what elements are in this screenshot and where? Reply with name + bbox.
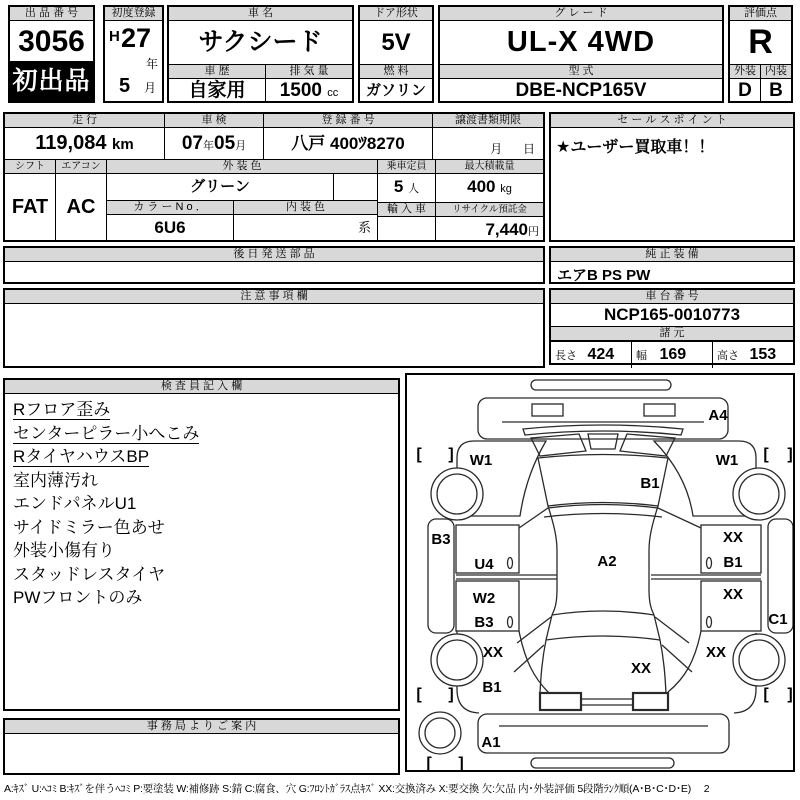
shift-label: シフト [5,160,55,174]
car-name-value: サクシード [198,28,323,56]
damage-label-left-rear-quarter: W1 [469,452,493,469]
front-bumper-shape [478,714,729,753]
exterior-color-label: 外 装 色 [107,160,377,174]
inspector-note-line: センターピラー小へこみ [13,423,200,443]
interior-grade-label: 内装 [760,65,791,78]
first-registration-label: 初度登録 [105,7,162,21]
caution-box [3,288,545,368]
history-value: 自家用 [188,80,246,101]
history-label: 車 歴 [169,65,265,79]
shift-value: FAT [11,196,49,218]
inspector-note-line: PWフロントのみ [13,588,143,607]
damage-label-left-sill: B3 [431,531,451,548]
model-code-label: 型 式 [440,65,722,79]
color-no-label: カ ラ ー N o ． [107,201,233,214]
inspector-notes-list [5,394,398,614]
door-shape-value: 5V [381,29,411,56]
svg-text:]: ] [787,686,793,703]
car-top-view-drawing [407,375,793,770]
import-car-label: 輸 入 車 [378,202,435,216]
import-car-value [378,216,435,241]
door-shape-label: ドア形状 [360,7,432,21]
max-load-value: 400 kg [467,177,512,196]
later-shipped-parts-box [3,246,545,284]
recycle-deposit-label: リサイクル預託金 [436,202,543,216]
damage-label-windshield: XX [630,660,652,677]
svg-text:[: [ [416,686,422,703]
dimension-length: 長さ 424 [555,346,615,363]
grade-label: グ レ ー ド [440,7,722,21]
damage-label-right-rear-door-a: XX [722,529,744,546]
grade-value: UL-X 4WD [506,26,656,58]
office-info-label: 事 務 局 よ り ご 案 内 [5,720,398,734]
displacement-unit: cc [327,87,339,99]
svg-text:]: ] [448,446,454,463]
first-registration-box [103,5,164,103]
right-front-door-handle [707,617,712,628]
damage-label-left-front-fender-a: XX [482,644,504,661]
rear-bumper-shape [478,398,728,439]
interior-color-label: 内 装 色 [233,201,377,214]
headlight-right [633,693,668,710]
capacity-label: 乗車定員 [378,160,435,174]
later-shipped-parts-label: 後 日 発 送 部 品 [5,248,543,262]
car-name-box [167,5,354,103]
lot-number-label: 出 品 番 号 [10,7,93,21]
svg-text:[: [ [763,686,769,703]
inspector-note-line: RタイヤハウスBP [13,447,150,466]
sales-point-value: ★ユーザー買取車！！ [556,139,715,156]
chassis-number-value: NCP165-0010773 [603,305,741,324]
aircon-label: エアコン [56,160,106,174]
legend-text: A:ｷｽﾞ U:ﾍｺﾐ B:ｷｽﾞを伴うﾍｺﾐ P:要塗装 W:補修跡 S:錆 C:腐食、穴 G:ﾌﾛﾝﾄｶﾞﾗｽ点ｷｽﾞ XX:交換済み X:要交換 欠:欠品 内･外装評価 5段階ﾗﾝｸ順(A･B･C･D･E) [4,783,692,795]
score-label: 評価点 [730,7,791,21]
page-number: 2 [703,783,710,795]
inspector-note-line: 室内薄汚れ [13,470,98,490]
left-front-door-handle [508,617,513,628]
inspector-note-line: サイドミラー色あせ [13,517,165,537]
damage-label-rear-window: B1 [640,475,660,492]
damage-label-roof: A2 [597,553,617,570]
shaken-label: 車 検 [165,114,263,128]
model-code-value: DBE-NCP165V [515,80,647,101]
car-damage-diagram [405,373,795,772]
first-reg-era: H [109,28,120,45]
transfer-month-label: 月 [490,142,503,156]
recycle-deposit-unit: 円 [528,226,539,238]
door-shape-box [358,5,434,103]
max-load-label: 最大積載量 [436,160,543,174]
mileage-value: 119,084 km [35,132,134,154]
office-info-box [3,718,400,775]
max-load-unit: kg [500,183,512,195]
first-reg-month: 5 [119,75,131,97]
damage-label-right-front-fender: XX [705,644,727,661]
first-reg-month-unit: 月 [143,81,156,95]
svg-text:]: ] [787,446,793,463]
left-front-fender-shape [519,631,549,693]
interior-color-value: 系 [233,215,377,241]
damage-label-left-front-fender-b: B1 [482,679,502,696]
score-value: R [748,23,773,61]
registration-number-value: 八戸 400ﾂ8270 [291,134,405,153]
front-lower-strip [531,758,674,768]
grade-box [438,5,724,103]
genuine-equipment-box [549,246,795,284]
svg-text:[: [ [426,755,432,770]
aircon-value: AC [66,196,96,218]
exterior-grade-label: 外装 [730,65,760,78]
damage-label-right-front-door: XX [722,586,744,603]
lot-number-value: 3056 [18,25,85,58]
dimensions-label: 諸 元 [551,326,793,341]
damage-label-front-bumper: A1 [481,734,501,751]
damage-label-right-rear-door-b: B1 [723,554,743,571]
first-reg-year-unit: 年 [145,57,158,71]
damage-label-left-front-door-a: W2 [472,590,496,607]
left-rear-door-handle [508,558,513,569]
svg-text:[: [ [416,446,422,463]
genuine-equipment-value: エアB PS PW [557,267,651,284]
capacity-unit: 人 [408,183,420,195]
damage-label-left-rear-door: U4 [474,556,494,573]
shaken-value: 07年05月 [181,133,247,154]
car-name-label: 車 名 [169,7,352,21]
capacity-value: 5 人 [393,177,420,196]
inspector-note-line: エンドパネルU1 [13,494,137,513]
exterior-grade-value: D [738,80,752,101]
genuine-equipment-label: 純 正 装 備 [551,248,793,262]
displacement-value: 1500 cc [279,80,339,101]
chassis-number-label: 車 台 番 号 [551,290,793,304]
damage-label-left-front-door-b: B3 [474,614,494,631]
headlight-left [540,693,581,710]
first-exhibit-badge: 初出品 [10,61,93,101]
interior-grade-value: B [760,79,791,102]
transfer-deadline-label: 譲渡書類期限 [433,114,543,128]
inspector-notes-label: 検 査 員 記 入 欄 [5,380,398,394]
first-reg-year: 27 [121,23,152,53]
damage-label-right-rocker: C1 [768,611,788,628]
right-rear-door-handle [707,558,712,569]
sales-point-box [549,112,795,242]
inspector-notes-box [3,378,400,711]
recycle-deposit-value: 7,440円 [436,216,543,241]
inspector-note-line: 外装小傷有り [13,541,115,560]
windshield-shape [546,636,660,640]
sales-point-label: セ ー ル ス ポ イ ン ト [551,114,793,128]
chassis-box [549,288,795,365]
svg-text:]: ] [448,686,454,703]
dimension-height: 高さ 153 [712,342,793,368]
damage-label-right-rear-quarter: W1 [715,452,739,469]
inspector-note-line: スタッドレスタイヤ [13,564,166,584]
svg-text:]: ] [458,755,464,770]
exterior-color-extra-cell [333,174,377,200]
caution-label: 注 意 事 項 欄 [5,290,543,304]
damage-code-legend [4,781,798,796]
rear-roof-strip [531,380,671,390]
fuel-label: 燃 料 [360,65,432,79]
registration-number-label: 登 録 番 号 [264,114,432,128]
displacement-label: 排 気 量 [266,65,352,79]
inspector-note-line: Rフロア歪み [13,400,111,419]
damage-label-rear-bumper: A4 [708,407,728,424]
svg-text:[: [ [763,446,769,463]
mileage-label: 走 行 [5,114,164,128]
dimension-width: 幅 169 [631,342,712,368]
score-box [728,5,793,103]
color-no-value: 6U6 [154,218,186,237]
lot-number-box [8,5,95,103]
transfer-day-label: 日 [522,142,535,156]
fuel-value: ガソリン [365,82,426,99]
vehicle-detail-table [3,112,545,242]
exterior-color-value: グリーン [190,178,250,195]
mileage-unit: km [112,136,134,153]
